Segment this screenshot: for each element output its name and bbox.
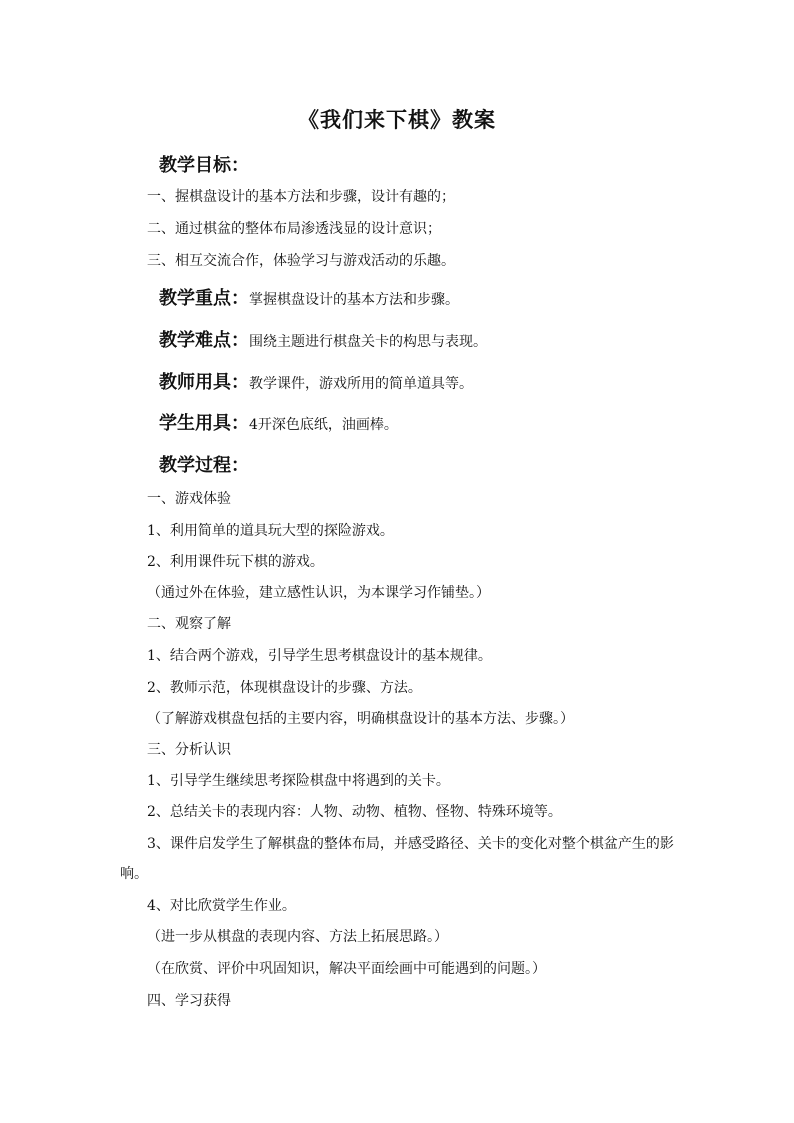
objective-item-3: 三、相互交流合作，体验学习与游戏活动的乐趣。 <box>147 253 455 269</box>
process-heading: 教学过程： <box>159 455 249 476</box>
student-tools-label: 学生用具： <box>159 413 249 434</box>
process-line: 2、总结关卡的表现内容：人物、动物、植物、怪物、特殊环境等。 <box>147 804 562 820</box>
process-line: 一、游戏体验 <box>147 491 231 507</box>
student-tools-section <box>159 409 398 435</box>
teacher-tools-text: 教学课件，游戏所用的简单道具等。 <box>249 376 473 392</box>
difficulty-label: 教学难点： <box>159 330 249 351</box>
process-line: 1、结合两个游戏，引导学生思考棋盘设计的基本规律。 <box>147 648 492 664</box>
objective-item-1: 一、握棋盘设计的基本方法和步骤，设计有趣的； <box>147 189 455 205</box>
teacher-tools-section <box>159 368 473 394</box>
key-point-text: 掌握棋盘设计的基本方法和步骤。 <box>249 292 459 308</box>
objective-item-2: 二、通过棋盆的整体布局渗透浅显的设计意识； <box>147 221 441 237</box>
key-point-label: 教学重点： <box>159 288 249 309</box>
student-tools-text: 4开深色底纸，油画棒。 <box>249 417 398 433</box>
process-line: （进一步从棋盘的表现内容、方法上拓展思路。） <box>147 929 448 945</box>
process-line: 1、引导学生继续思考探险棋盘中将遇到的关卡。 <box>147 773 450 789</box>
process-line: （了解游戏棋盘包括的主要内容，明确棋盘设计的基本方法、步骤。） <box>147 711 574 727</box>
process-line: 3、课件启发学生了解棋盘的整体布局，并感受路径、关卡的变化对整个棋盆产生的影 <box>147 836 674 852</box>
process-line: （通过外在体验，建立感性认识，为本课学习作铺垫。） <box>147 585 490 601</box>
process-line: 4、对比欣赏学生作业。 <box>147 898 296 914</box>
difficulty-text: 围绕主题进行棋盘关卡的构思与表现。 <box>249 334 487 350</box>
process-line: 二、观察了解 <box>147 616 231 632</box>
process-line: 四、学习获得 <box>147 993 231 1009</box>
process-line: 三、分析认识 <box>147 742 231 758</box>
process-line: 2、教师示范，体现棋盘设计的步骤、方法。 <box>147 680 422 696</box>
difficulty-section <box>159 326 487 352</box>
process-line: 2、利用课件玩下棋的游戏。 <box>147 554 324 570</box>
process-line: 1、利用简单的道具玩大型的探险游戏。 <box>147 523 394 539</box>
document-title: 《我们来下棋》教案 <box>298 107 496 132</box>
key-point-section <box>159 284 459 310</box>
process-line: （在欣赏、评价中巩固知识，解决平面绘画中可能遇到的问题。） <box>147 961 546 977</box>
process-line: 响。 <box>120 866 148 882</box>
teacher-tools-label: 教师用具： <box>159 372 249 393</box>
objectives-heading: 教学目标： <box>159 155 249 176</box>
